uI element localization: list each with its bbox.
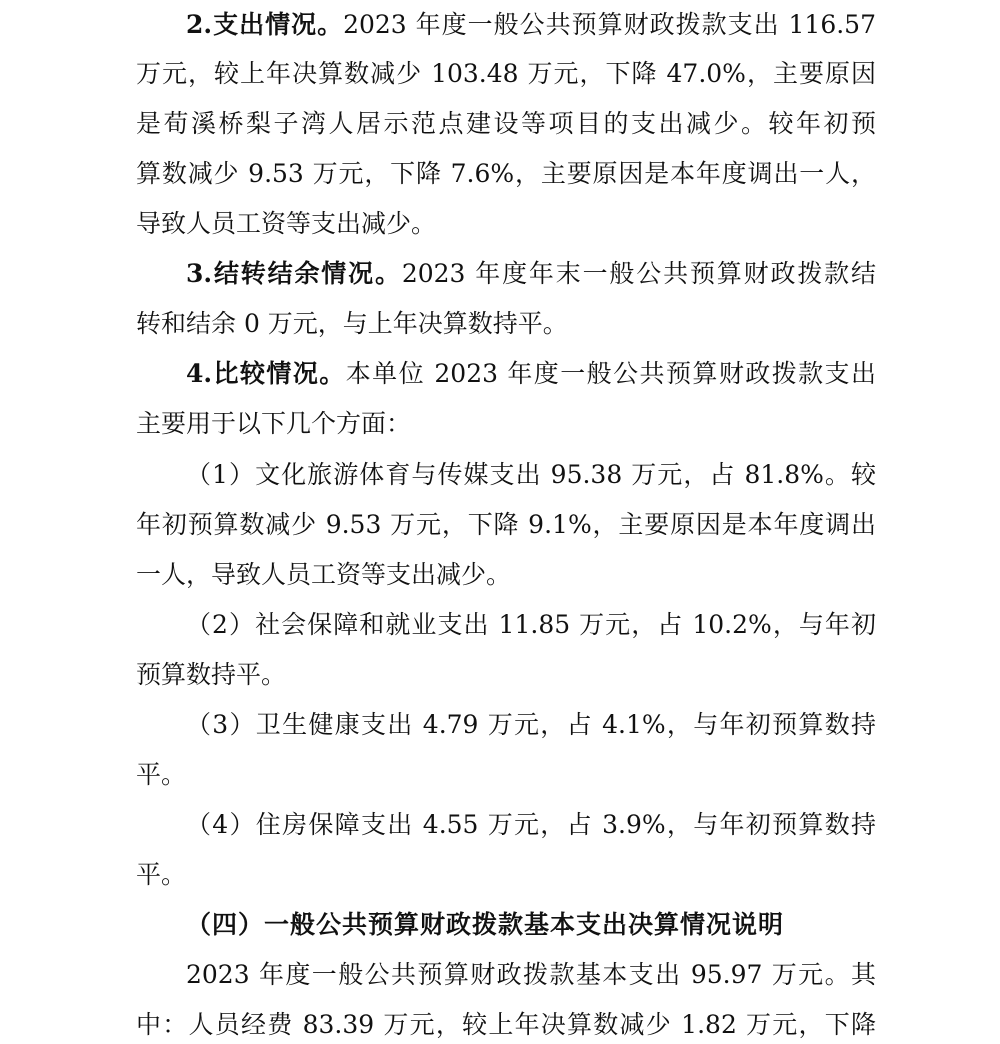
line-text: 2023 年度一般公共预算财政拨款支出 116.57 <box>343 10 876 39</box>
line-text: 中：人员经费 83.39 万元，较上年决算数减少 1.82 万元，下降 <box>136 1010 876 1039</box>
line-text: 2023 年度年末一般公共预算财政拨款结 <box>401 259 876 288</box>
text-line <box>136 257 876 291</box>
line-text: 主要用于以下几个方面： <box>136 409 412 438</box>
text-line <box>136 458 876 492</box>
text-line <box>136 1008 876 1042</box>
text-line <box>136 658 876 692</box>
line-text: 2023 年度一般公共预算财政拨款基本支出 95.97 万元。其 <box>186 960 876 989</box>
text-line <box>136 357 876 391</box>
line-text: （四）一般公共预算财政拨款基本支出决算情况说明 <box>186 910 785 939</box>
text-line <box>136 8 876 42</box>
line-text: （2）社会保障和就业支出 11.85 万元，占 10.2%，与年初 <box>186 610 876 639</box>
line-text: 平。 <box>136 860 187 889</box>
text-line <box>136 558 876 592</box>
text-line <box>136 508 876 542</box>
text-line <box>136 708 876 742</box>
text-line <box>136 858 876 892</box>
line-text: 平。 <box>136 760 187 789</box>
line-text: 本单位 2023 年度一般公共预算财政拨款支出 <box>345 359 876 388</box>
text-line <box>136 758 876 792</box>
line-text: 一人，导致人员工资等支出减少。 <box>136 560 512 589</box>
text-line <box>136 57 876 91</box>
text-line <box>136 107 876 141</box>
line-text: 转和结余 0 万元，与上年决算数持平。 <box>136 309 568 338</box>
line-text: 导致人员工资等支出减少。 <box>136 209 437 238</box>
line-text: 年初预算数减少 9.53 万元，下降 9.1%，主要原因是本年度调出 <box>136 510 876 539</box>
text-line <box>136 958 876 992</box>
section-heading: 3.结转结余情况。 <box>186 259 402 288</box>
text-line <box>136 608 876 642</box>
line-text: （1）文化旅游体育与传媒支出 95.38 万元，占 81.8%。较 <box>186 460 876 489</box>
text-line <box>136 808 876 842</box>
line-text: （4）住房保障支出 4.55 万元，占 3.9%，与年初预算数持 <box>186 810 876 839</box>
line-text: 算数减少 9.53 万元，下降 7.6%，主要原因是本年度调出一人， <box>136 159 876 188</box>
text-line <box>136 157 876 191</box>
section-heading: 2.支出情况。 <box>186 10 344 39</box>
text-line <box>136 407 876 441</box>
section-heading: 4.比较情况。 <box>186 359 346 388</box>
text-line <box>136 207 876 241</box>
line-text: 万元，较上年决算数减少 103.48 万元，下降 47.0%，主要原因 <box>136 59 876 88</box>
line-text: 是荀溪桥梨子湾人居示范点建设等项目的支出减少。较年初预 <box>136 109 876 138</box>
subsection-heading <box>136 908 876 942</box>
line-text: 预算数持平。 <box>136 660 287 689</box>
line-text: （3）卫生健康支出 4.79 万元，占 4.1%，与年初预算数持 <box>186 710 876 739</box>
text-line <box>136 307 876 341</box>
